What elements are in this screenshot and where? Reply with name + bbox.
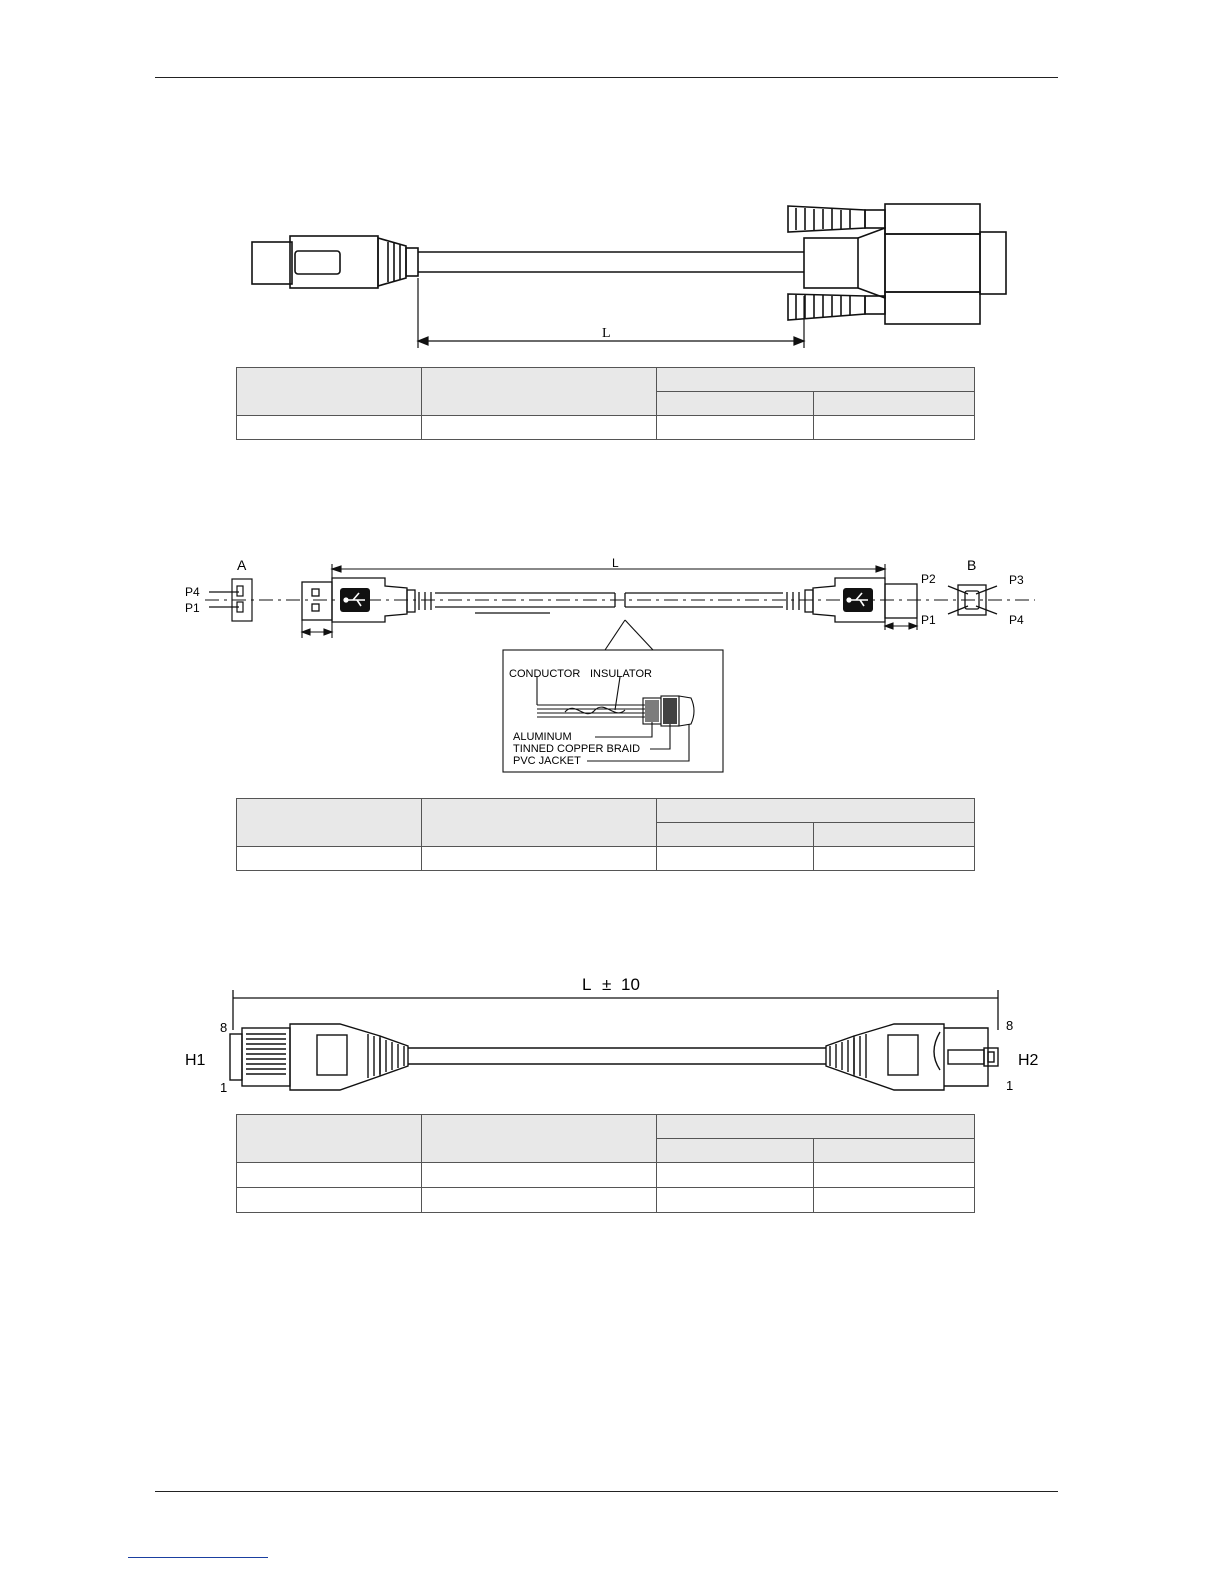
header-rule <box>155 77 1058 78</box>
end-a-pin-1: P4 <box>185 585 200 599</box>
tolerance-value: 10 <box>621 975 640 994</box>
table-subheader-cell <box>814 823 975 847</box>
detail-jacket-label: PVC JACKET <box>513 755 581 767</box>
detail-conductor-label: CONDUCTOR <box>509 668 581 680</box>
rj45-cable-drawing <box>180 968 1060 1098</box>
end-b-pin-2: P3 <box>1009 573 1024 587</box>
table-header-cell <box>237 1115 422 1163</box>
cable-dsub-drawing <box>230 190 1030 360</box>
table-header-cell <box>422 799 657 847</box>
h1-pin-bottom: 1 <box>220 1080 228 1095</box>
figure-usb-cable <box>175 550 1055 780</box>
table-subheader-cell <box>657 392 814 416</box>
spec-table-3 <box>236 1114 975 1213</box>
table-header-cell <box>237 799 422 847</box>
h2-label: H2 <box>1018 1052 1039 1069</box>
table-header-cell <box>237 368 422 416</box>
detail-aluminum-label: ALUMINUM <box>513 731 572 743</box>
table-row <box>237 416 975 440</box>
usb-cable-drawing <box>175 550 1055 780</box>
plug-body <box>290 236 378 288</box>
table-row <box>237 1188 975 1213</box>
table-header-cell <box>422 368 657 416</box>
footer-link-underline[interactable] <box>128 1557 268 1558</box>
dimension-label-l: L <box>612 556 619 570</box>
tolerance-sign: ± <box>602 975 612 994</box>
end-b-pin-4: P4 <box>1009 613 1024 627</box>
detail-insulator-label: INSULATOR <box>590 668 652 680</box>
end-b-label: B <box>967 557 977 573</box>
table-header-cell <box>657 1115 975 1139</box>
end-b-pin-1: P2 <box>921 572 936 586</box>
h1-pin-top: 8 <box>220 1020 228 1035</box>
table-subheader-cell <box>814 392 975 416</box>
h2-pin-bottom: 1 <box>1006 1078 1014 1093</box>
table-header-cell <box>422 1115 657 1163</box>
end-a-pin-2: P1 <box>185 601 200 615</box>
table-header-cell <box>657 368 975 392</box>
table-subheader-cell <box>657 823 814 847</box>
table-subheader-cell <box>814 1139 975 1163</box>
dimension-label-l: L <box>582 975 592 994</box>
detail-braid-label: TINNED COPPER BRAID <box>513 743 641 755</box>
end-b-pin-3: P1 <box>921 613 936 627</box>
table-header-cell <box>657 799 975 823</box>
h1-label: H1 <box>185 1052 206 1069</box>
table-row <box>237 1163 975 1188</box>
figure-rj45-cable <box>180 968 1060 1098</box>
table-subheader-cell <box>657 1139 814 1163</box>
h2-pin-top: 8 <box>1006 1018 1014 1033</box>
dimension-label-l: L <box>602 326 611 341</box>
footer-rule <box>155 1491 1058 1492</box>
spec-table-2 <box>236 798 975 871</box>
end-a-label: A <box>237 557 247 573</box>
spec-table-1 <box>236 367 975 440</box>
figure-cable-dsub <box>230 190 1030 360</box>
table-row <box>237 847 975 871</box>
plug-tip <box>252 242 292 284</box>
